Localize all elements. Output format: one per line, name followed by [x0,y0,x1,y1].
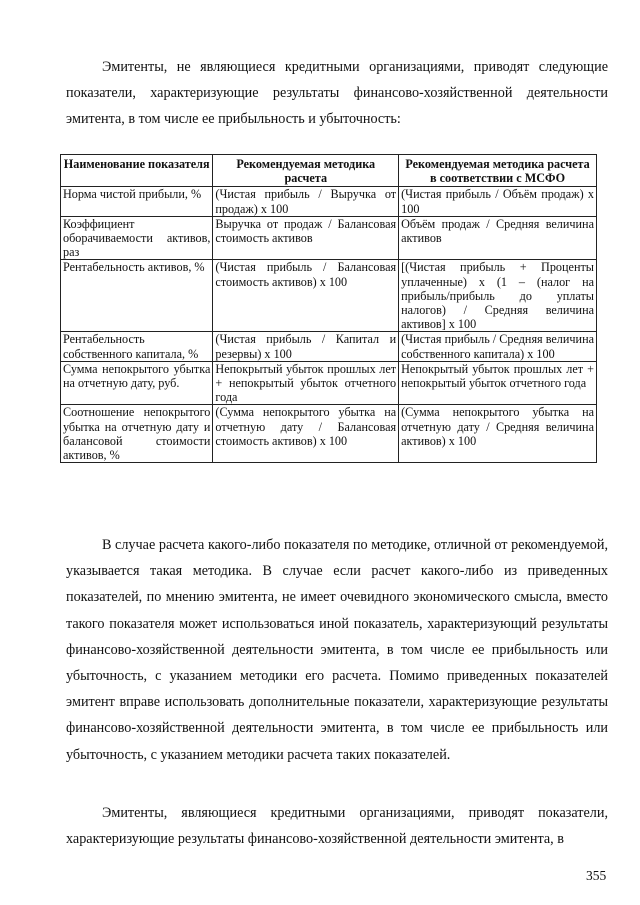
recommended-method: (Чистая прибыль / Балансовая стоимость активов) х 100 [213,260,399,332]
table-row [61,216,597,260]
ifrs-method: (Чистая прибыль / Объём продаж) х 100 [399,187,597,216]
table-row [61,361,597,405]
page-number: 355 [586,868,607,883]
intro-paragraph: Эмитенты, не являющиеся кредитными организациями, приводят следующие показатели, характеризующие результаты финансово-хозяйственной деятельности эмитента, в том числе ее прибыльность и убыточность: [66,59,608,128]
ifrs-method: (Сумма непокрытого убытка на отчетную дату / Средняя величина активов) х 100 [399,405,597,463]
recommended-method: Выручка от продаж / Балансовая стоимость активов [213,216,399,260]
indicator-name: Рентабельность собственного капитала, % [61,332,213,361]
indicator-name: Коэффициент оборачиваемости активов, раз [61,216,213,260]
header-recommended-method: Рекомендуемая методика расчета [213,155,399,187]
table-header-row [61,155,597,187]
ifrs-method: (Чистая прибыль / Средняя величина собственного капитала) х 100 [399,332,597,361]
metrics-table [60,154,597,463]
table-row [61,260,597,332]
header-ifrs-method: Рекомендуемая методика расчета в соответствии с МСФО [399,155,597,187]
indicator-name: Сумма непокрытого убытка на отчетную дату, руб. [61,361,213,405]
recommended-method: (Сумма непокрытого убытка на отчетную дату / Балансовая стоимость активов) х 100 [213,405,399,463]
table-row [61,332,597,361]
indicator-name: Соотношение непокрытого убытка на отчетную дату и балансовой стоимости активов, % [61,405,213,463]
method-note-paragraph: В случае расчета какого-либо показателя по методике, отличной от рекомендуемой, указывается такая методика. В случае если расчет какого-либо из приведенных показателей, по мнению эмитента, не имеет очевидного экономического смысла, вместо такого показателя может использоваться иной показатель, характеризующий результаты финансово-хозяйственной деятельности эмитента, в том числе ее прибыльность или убыточность, с указанием методики его расчета. Помимо приведенных показателей эмитент вправе использовать дополнительные показатели, характеризующие результаты финансово-хозяйственной деятельности эмитента, в том числе ее прибыльность или убыточность, с указанием методики расчета таких показателей. [66,537,608,763]
table-row [61,405,597,463]
table-row [61,187,597,216]
indicator-name: Норма чистой прибыли, % [61,187,213,216]
recommended-method: (Чистая прибыль / Выручка от продаж) х 100 [213,187,399,216]
indicator-name: Рентабельность активов, % [61,260,213,332]
ifrs-method: [(Чистая прибыль + Проценты уплаченные) х (1 – (налог на прибыль/прибыль до уплаты налогов) / Средняя величина активов] х 100 [399,260,597,332]
recommended-method: Непокрытый убыток прошлых лет + непокрытый убыток отчетного года [213,361,399,405]
ifrs-method: Объём продаж / Средняя величина активов [399,216,597,260]
ifrs-method: Непокрытый убыток прошлых лет + непокрытый убыток отчетного года [399,361,597,405]
header-indicator-name: Наименование показателя [61,155,213,187]
credit-orgs-paragraph: Эмитенты, являющиеся кредитными организациями, приводят показатели, характеризующие результаты финансово-хозяйственной деятельности эмитента, в [66,805,608,848]
recommended-method: (Чистая прибыль / Капитал и резервы) х 100 [213,332,399,361]
